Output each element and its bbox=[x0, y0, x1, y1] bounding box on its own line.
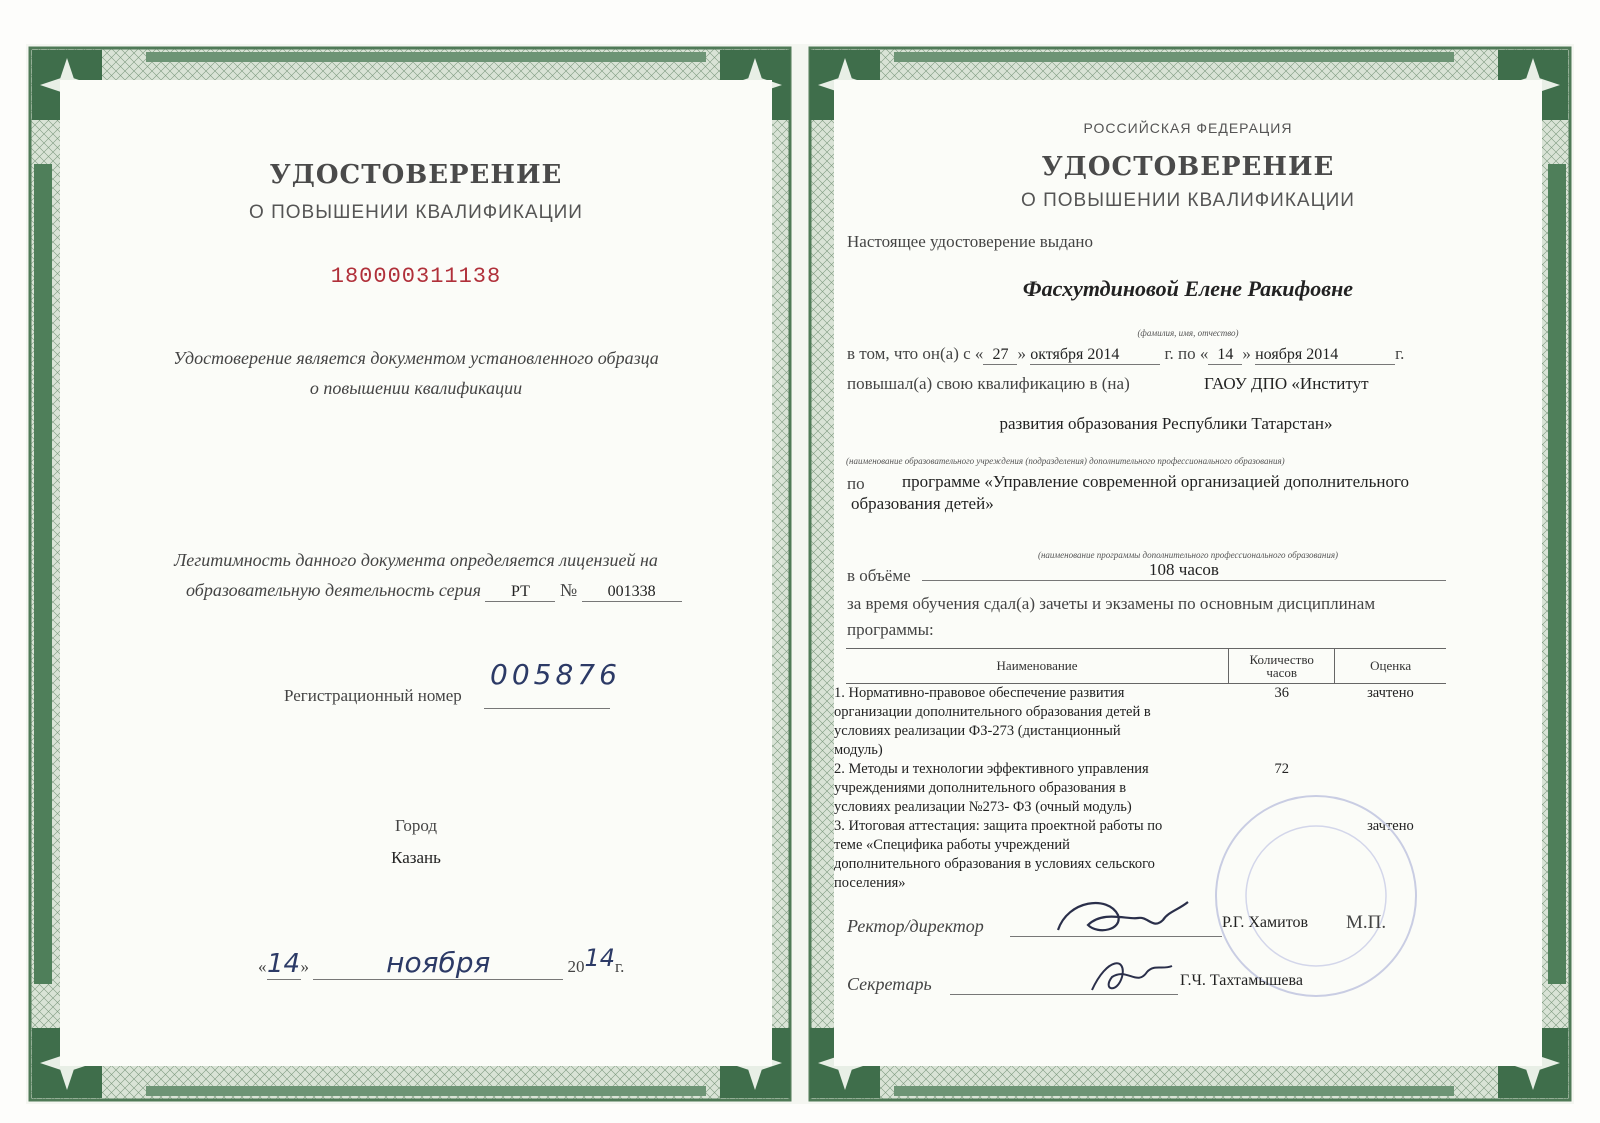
volume-label: в объёме bbox=[847, 566, 911, 585]
course-3-name bbox=[834, 817, 1229, 893]
city-value: Казань bbox=[391, 848, 441, 867]
program-caption: (наименование программы дополнительного профессионального образования) bbox=[1037, 550, 1339, 560]
course-3-line-3: дополнительного образования в условиях сельского bbox=[834, 856, 1155, 872]
program-prefix: по bbox=[847, 474, 865, 493]
date-g: г. bbox=[615, 957, 625, 976]
reg-number-line bbox=[484, 694, 610, 709]
holder-name: Фасхутдиновой Елене Ракифовне bbox=[1022, 276, 1354, 301]
col-header-hours-1: Количество bbox=[1249, 652, 1314, 667]
date-day: 14 bbox=[266, 949, 301, 979]
program-line-1: программе «Управление современной организацией дополнительного bbox=[902, 472, 1410, 491]
legitimacy-prefix: образовательную деятельность серия bbox=[186, 580, 481, 600]
course-1-grade: зачтено bbox=[1367, 685, 1414, 701]
left-title: УДОСТОВЕРЕНИЕ bbox=[269, 160, 563, 190]
certificate-sheet bbox=[26, 44, 1574, 1104]
exams-line-2: программы: bbox=[847, 620, 934, 639]
period-suffix: г. bbox=[1395, 344, 1405, 363]
seal-place: М.П. bbox=[1346, 912, 1387, 933]
date-open-quote: « bbox=[258, 957, 267, 976]
legitimacy-line-1: Легитимность данного документа определяется лицензией на bbox=[174, 550, 658, 570]
start-month-year: октября 2014 bbox=[1030, 346, 1160, 365]
course-2-line-1: 2. Методы и технологии эффективного управления bbox=[834, 761, 1149, 777]
program-line-2: образования детей» bbox=[851, 494, 994, 513]
serial-number: 180000311138 bbox=[330, 264, 502, 289]
institution-caption: (наименование образовательного учреждения (подразделения) дополнительного профессионального образования) bbox=[846, 456, 1285, 466]
col-header-hours-2: часов bbox=[1266, 665, 1298, 680]
date-year-suffix: 14 bbox=[584, 944, 616, 972]
holder-caption: (фамилия, имя, отчество) bbox=[1137, 328, 1239, 338]
volume-value: 108 часов bbox=[922, 560, 1446, 581]
course-2-line-3: условиях реализации №273- ФЗ (очный модуль) bbox=[834, 799, 1132, 815]
rector-signature bbox=[1048, 890, 1198, 950]
license-series: РТ bbox=[485, 583, 555, 602]
course-1-line-1: 1. Нормативно-правовое обеспечение развития bbox=[834, 685, 1125, 701]
course-2-hours: 72 bbox=[1274, 761, 1289, 777]
date-month: ноября bbox=[386, 946, 491, 979]
course-1-line-3: условиях реализации ФЗ-273 (дистанционный bbox=[834, 723, 1121, 739]
country-label: РОССИЙСКАЯ ФЕДЕРАЦИЯ bbox=[1083, 120, 1293, 136]
period-prefix: в том, что он(а) с « bbox=[847, 344, 984, 363]
city-label: Город bbox=[395, 816, 437, 835]
course-3-grade: зачтено bbox=[1367, 818, 1414, 834]
license-number: 001338 bbox=[582, 583, 682, 602]
number-sign: № bbox=[559, 580, 578, 600]
legitimacy-line-2 bbox=[186, 580, 682, 602]
statement-line-1: Удостоверение является документом установленного образца bbox=[173, 348, 659, 368]
col-header-grade: Оценка bbox=[1335, 649, 1446, 684]
qualified-label: повышал(а) свою квалификацию в (на) bbox=[847, 374, 1130, 393]
start-day: 27 bbox=[983, 346, 1017, 365]
end-day: 14 bbox=[1208, 346, 1242, 365]
left-subtitle: О ПОВЫШЕНИИ КВАЛИФИКАЦИИ bbox=[249, 202, 583, 223]
right-title: УДОСТОВЕРЕНИЕ bbox=[1041, 152, 1335, 182]
end-month-year: ноября 2014 bbox=[1255, 346, 1395, 365]
issue-date bbox=[258, 944, 624, 980]
course-3-line-2: теме «Специфика работы учреждений bbox=[834, 837, 1070, 853]
date-close-quote: » bbox=[300, 957, 309, 976]
reg-label: Регистрационный номер bbox=[284, 686, 462, 705]
course-3-line-1: 3. Итоговая аттестация: защита проектной работы по bbox=[834, 818, 1163, 834]
start-quote-close: » bbox=[1017, 344, 1026, 363]
secretary-name: Г.Ч. Тахтамышева bbox=[1180, 972, 1303, 989]
course-3-line-4: поселения» bbox=[834, 875, 906, 891]
statement-line-2: о повышении квалификации bbox=[309, 378, 523, 398]
left-page bbox=[60, 80, 772, 1066]
exams-line-1: за время обучения сдал(а) зачеты и экзамены по основным дисциплинам bbox=[847, 594, 1376, 613]
end-quote-close: » bbox=[1242, 344, 1251, 363]
right-page bbox=[834, 80, 1542, 1066]
right-subtitle: О ПОВЫШЕНИИ КВАЛИФИКАЦИИ bbox=[1021, 190, 1355, 211]
col-header-hours bbox=[1229, 649, 1335, 684]
period-mid: г. по « bbox=[1164, 344, 1209, 363]
date-year-prefix: 20 bbox=[567, 957, 585, 976]
rector-name: Р.Г. Хамитов bbox=[1222, 914, 1309, 931]
table-row bbox=[846, 684, 1446, 761]
course-2-line-2: учреждениями дополнительного образования в bbox=[834, 780, 1127, 796]
reg-number-handwritten: 005876 bbox=[490, 658, 621, 691]
secretary-label: Секретарь bbox=[847, 974, 932, 994]
course-1-line-2: организации дополнительного образования детей в bbox=[834, 704, 1151, 720]
rector-label: Ректор/директор bbox=[847, 916, 984, 936]
course-1-line-4: модуль) bbox=[834, 742, 883, 758]
course-1-hours: 36 bbox=[1274, 685, 1289, 701]
course-1-name bbox=[834, 684, 1229, 760]
course-2-name bbox=[834, 760, 1229, 817]
institution-line-2: развития образования Республики Татарстан» bbox=[999, 414, 1333, 433]
col-header-name: Наименование bbox=[846, 649, 1229, 684]
issued-to-label: Настоящее удостоверение выдано bbox=[847, 232, 1094, 251]
institution-line-1: ГАОУ ДПО «Институт bbox=[1204, 374, 1369, 393]
period-line bbox=[847, 344, 1404, 365]
secretary-signature bbox=[1082, 952, 1182, 1002]
